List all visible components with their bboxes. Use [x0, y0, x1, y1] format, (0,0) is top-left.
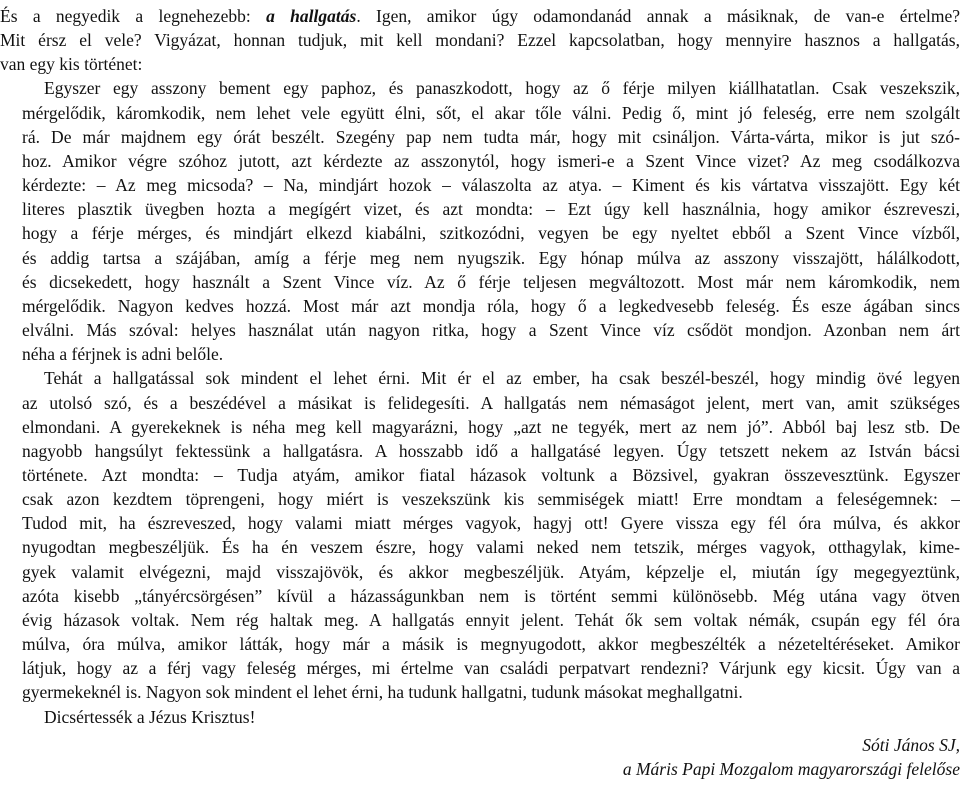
- text-line: Egyszer egy asszony bement egy paphoz, és panaszkodott, hogy az ő férje milyen kiállhatatlan. Csak veszekszik,: [44, 78, 960, 99]
- text-line: gyek valamit elvégezni, majd visszajövök, és akkor megbeszéljük. Atyám, képzelje el, miután így megegyeztünk,: [22, 561, 960, 582]
- emphasized-phrase: a hallgatás: [266, 6, 357, 26]
- text-line: azóta kisebb „tányércsörgésen” kívül a házasságunkban nem is történt semmi különösebb. Még utána vagy ötven: [22, 585, 960, 606]
- text-line: és dicsekedett, hogy használt a Szent Vince víz. Az ő férje teljesen megváltozott. Most már nem káromkodik, nem: [22, 271, 960, 292]
- paragraph: [0, 4, 960, 76]
- text-line: És a negyedik a legnehezebb: a hallgatás. Igen, amikor úgy odamondanád annak a másiknak, de van-e értelme?: [0, 6, 960, 26]
- text-line: elválni. Más szóval: helyes használat után nagyon ritka, hogy a Szent Vince víz csődöt mondjon. Azonban nem árt: [22, 320, 960, 341]
- text-line: Mit érsz el vele? Vigyázat, honnan tudjuk, mit kell mondani? Ezzel kapcsolatban, hogy mennyire hasznos a hallgatás,: [0, 30, 960, 51]
- text-line: az utolsó szó, és a beszédével a másikat is felidegesíti. A hallgatás nem némaságot jelent, mert van, amit szükséges: [22, 392, 960, 413]
- text-line: évig házasok voltak. Nem rég haltak meg. A hallgatás ennyit jelent. Tehát ők sem voltak némák, csupán egy fél óra: [22, 609, 960, 630]
- text-line: hoz. Amikor végre szóhoz jutott, azt kérdezte az asszonytól, hogy ismeri-e a Szent Vince vizet? Az meg csodálkozva: [22, 150, 960, 171]
- text-line: múlva, óra múlva, amikor látták, hogy már a másik is megnyugodott, akkor megbeszélték a nézeteltéréseket. Amikor: [22, 634, 960, 655]
- text-line: van egy kis történet:: [0, 54, 143, 75]
- author-role: a Máris Papi Mozgalom magyarországi felelőse: [622, 758, 960, 779]
- text-line: gyermekeknél is. Nagyon sok mindent el lehet érni, ha tudunk hallgatni, tudunk másokat meghallgatni.: [22, 682, 743, 703]
- text-line: hogy a férje mérges, és mindjárt elkezd kiabálni, szitkozódni, vegyen be egy nyeltet ebből a Szent Vince vízből,: [22, 223, 960, 244]
- paragraph: [0, 705, 960, 729]
- signature-block: [0, 733, 960, 781]
- text-line: néha a férjnek is adni belőle.: [22, 344, 224, 365]
- text-line: mérgelődik. Nagyon kedves hozzá. Most már azt mondja róla, hogy ő a legkedvesebb feleség. És esze ágában sincs: [22, 295, 960, 316]
- text-line: csak azon kezdtem töprengeni, hogy miért is veszekszünk kis semmiségek miatt! Erre mondtam a feleségemnek: ‒: [22, 489, 960, 510]
- text-line: kérdezte: ‒ Az meg micsoda? ‒ Na, mindjárt hozok ‒ válaszolta az atya. ‒ Kiment és kis vártatva visszajött. Egy két: [22, 175, 960, 196]
- text-line: látjuk, hogy az a férj vagy feleség mérges, mi értelme van családi perpatvart rendezni? Várjunk egy kicsit. Úgy van a: [22, 658, 960, 679]
- text-line: Tehát a hallgatással sok mindent el lehet érni. Mit ér el az ember, ha csak beszél-beszél, hogy mindig övé legyen: [44, 368, 960, 389]
- text-line: elmondani. A gyerekeknek is néha meg kell magyarázni, hogy „azt ne tegyék, mert az nem jó”. Abból baj lesz stb. De: [22, 416, 960, 437]
- text-line: mérgelődik, káromkodik, nem lehet vele együtt élni, sőt, el akar tőle válni. Pedig ő, mint jó feleség, erre nem szolgált: [22, 102, 960, 123]
- text-line: és addig tartsa a szájában, amíg a férje meg nem nyugszik. Egy hónap múlva az asszony visszajött, hálálkodott,: [22, 247, 960, 268]
- author-name: Sóti János SJ,: [862, 734, 960, 755]
- text-line: rá. De már majdnem egy órát beszélt. Szegény pap nem tudta már, hogy mit csináljon. Várta-várta, mikor is jut szó-: [22, 126, 960, 147]
- text-line: Tudod mit, ha észreveszed, hogy valami miatt mérges vagyok, hagyj ott! Gyere vissza egy fél óra múlva, és akkor: [22, 513, 960, 534]
- text-line: nyugodtan megbeszéljük. És ha én veszem észre, hogy valami neked nem tetszik, mérges vagyok, otthagylak, kime-: [22, 537, 960, 558]
- paragraph: [0, 76, 960, 366]
- paragraph: [0, 366, 960, 704]
- text-line: Dicsértessék a Jézus Krisztus!: [44, 706, 256, 727]
- text-line: nagyobb hangsúlyt fektessünk a hallgatásra. A hosszabb idő a hallgatásé legyen. Úgy tetszett nekem az István bácsi: [22, 440, 960, 461]
- article-body: [0, 4, 960, 729]
- text-line: literes plasztik üvegben hozta a megígért vizet, és azt mondta: ‒ Ezt úgy kell használnia, hogy amikor észreveszi,: [22, 199, 960, 220]
- text-line: története. Azt mondta: ‒ Tudja atyám, amikor fiatal házasok voltunk a Bözsivel, gyakran összevesztünk. Egyszer: [22, 464, 960, 485]
